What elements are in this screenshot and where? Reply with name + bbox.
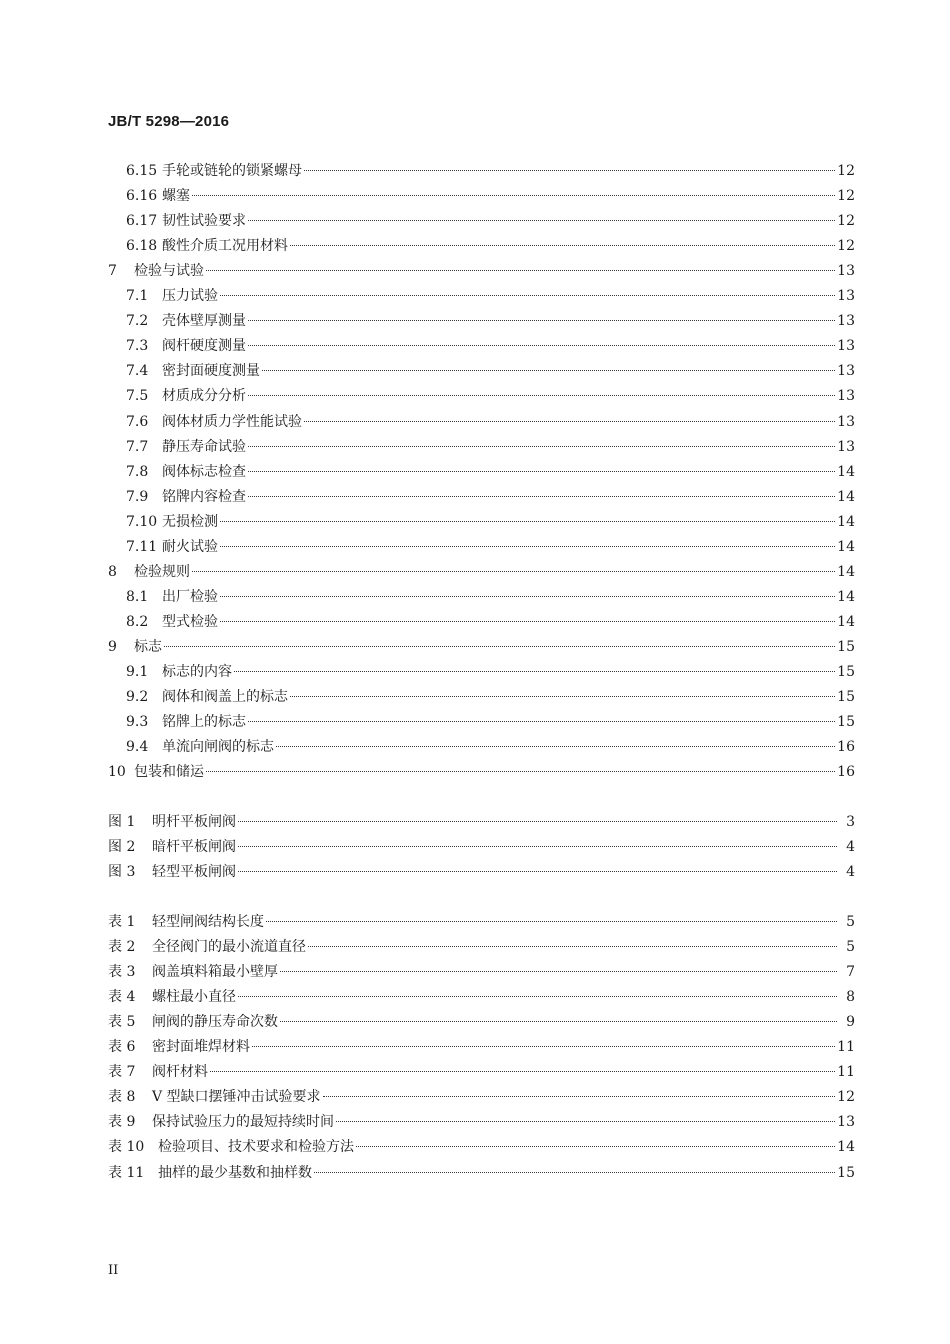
toc-entry-page: 16 (837, 764, 855, 780)
toc-entry-page: 14 (837, 489, 855, 505)
toc-entry-page: 12 (837, 238, 855, 254)
toc-entry-number: 7.7 (126, 439, 149, 455)
toc-entry-title: 包装和储运 (134, 764, 204, 780)
toc-entry[interactable] (126, 310, 855, 332)
toc-entry[interactable] (126, 436, 855, 458)
dot-leader (290, 696, 835, 697)
toc-entry-title: 酸性介质工况用材料 (162, 238, 288, 254)
toc-figure-entry[interactable] (108, 811, 855, 833)
toc-entry-number: 9.2 (126, 689, 149, 705)
toc-table-entry[interactable] (108, 1111, 855, 1133)
dot-leader (238, 846, 837, 847)
toc-entry-number: 6.18 (126, 238, 158, 254)
toc-table-entry[interactable] (108, 936, 855, 958)
toc-entry-number: 表 3 (108, 964, 136, 980)
dot-leader (336, 1121, 835, 1122)
dot-leader (192, 571, 835, 572)
dot-leader (164, 646, 835, 647)
toc-entry-page: 12 (837, 213, 855, 229)
toc-entry-title: 无损检测 (162, 514, 218, 530)
toc-entry-page: 14 (837, 464, 855, 480)
toc-entry-page: 11 (837, 1064, 855, 1080)
toc-entry-number: 7.6 (126, 414, 149, 430)
toc-entry-number: 8.2 (126, 614, 149, 630)
toc-entry-title: 阀盖填料箱最小壁厚 (152, 964, 278, 980)
dot-leader (206, 270, 835, 271)
toc-entry-page: 15 (837, 664, 855, 680)
toc-table-entry[interactable] (108, 1162, 855, 1184)
dot-leader (276, 746, 835, 747)
toc-entry-number: 7.5 (126, 388, 149, 404)
dot-leader (210, 1071, 835, 1072)
toc-table-entry[interactable] (108, 961, 855, 983)
toc-entry-number: 表 1 (108, 914, 136, 930)
dot-leader (220, 596, 835, 597)
toc-entry[interactable] (126, 461, 855, 483)
toc-table-entry[interactable] (108, 1011, 855, 1033)
toc-entry-title: 压力试验 (162, 288, 218, 304)
toc-entry[interactable] (126, 686, 855, 708)
toc-entry-page: 12 (837, 188, 855, 204)
dot-leader (248, 721, 835, 722)
toc-entry-number: 7 (108, 263, 117, 279)
dot-leader (248, 496, 835, 497)
toc-entry-page: 13 (837, 1114, 855, 1130)
toc-entry[interactable] (108, 260, 855, 282)
toc-entry-title: 检验规则 (134, 564, 190, 580)
toc-entry[interactable] (126, 736, 855, 758)
toc-entry[interactable] (126, 285, 855, 307)
toc-entry[interactable] (126, 335, 855, 357)
toc-entry-page: 15 (837, 689, 855, 705)
toc-entry[interactable] (126, 385, 855, 407)
dot-leader (220, 546, 835, 547)
toc-entry-title: 阀杆材料 (152, 1064, 208, 1080)
toc-table-entry[interactable] (108, 911, 855, 933)
toc-entry-page: 14 (837, 564, 855, 580)
toc-entry-number: 6.16 (126, 188, 158, 204)
toc-entry-page: 12 (837, 1089, 855, 1105)
toc-entry-page: 13 (837, 388, 855, 404)
toc-entry-page: 11 (837, 1039, 855, 1055)
toc-entry[interactable] (126, 160, 855, 182)
toc-entry-title: 标志 (134, 639, 162, 655)
toc-entry[interactable] (108, 561, 855, 583)
toc-entry-title: 单流向闸阀的标志 (162, 739, 274, 755)
toc-entry-number: 表 4 (108, 989, 136, 1005)
toc-entry-title: 阀体材质力学性能试验 (162, 414, 302, 430)
toc-entry[interactable] (126, 360, 855, 382)
dot-leader (206, 771, 835, 772)
toc-entry-number: 7.11 (126, 539, 158, 555)
toc-entry-title: 螺塞 (162, 188, 190, 204)
dot-leader (192, 195, 835, 196)
dot-leader (238, 996, 837, 997)
toc-entry-page: 15 (837, 714, 855, 730)
toc-entry-number: 6.17 (126, 213, 158, 229)
dot-leader (266, 921, 837, 922)
toc-entry-page: 14 (837, 589, 855, 605)
dot-leader (323, 1096, 836, 1097)
toc-table-entry[interactable] (108, 986, 855, 1008)
dot-leader (238, 871, 837, 872)
toc-entry-title: 密封面堆焊材料 (152, 1039, 250, 1055)
toc-entry-page: 13 (837, 338, 855, 354)
toc-entry-number: 8.1 (126, 589, 149, 605)
dot-leader (280, 1021, 837, 1022)
toc-entry-number: 10 (108, 764, 126, 780)
toc-entry-number: 7.1 (126, 288, 149, 304)
dot-leader (290, 245, 835, 246)
toc-entry[interactable] (126, 511, 855, 533)
toc-entry-page: 13 (837, 288, 855, 304)
toc-entry-title: 材质成分分析 (162, 388, 246, 404)
toc-entry-title: 阀体标志检查 (162, 464, 246, 480)
toc-entry-number: 9.1 (126, 664, 149, 680)
toc-entry[interactable] (126, 210, 855, 232)
page-number: II (108, 1263, 119, 1278)
toc-entry-page: 15 (837, 639, 855, 655)
dot-leader (314, 1172, 835, 1173)
toc-entry-page: 13 (837, 414, 855, 430)
toc-entry-title: 出厂检验 (162, 589, 218, 605)
toc-entry-title: 轻型平板闸阀 (152, 864, 236, 880)
toc-entry-title: 明杆平板闸阀 (152, 814, 236, 830)
toc-entry-number: 6.15 (126, 163, 158, 179)
toc-table-entry[interactable] (108, 1061, 855, 1083)
toc-entry-title: 铭牌上的标志 (162, 714, 246, 730)
toc-entry-page: 14 (837, 514, 855, 530)
toc-entry-number: 9.3 (126, 714, 149, 730)
toc-entry-title: V 型缺口摆锤冲击试验要求 (152, 1089, 321, 1105)
dot-leader (248, 345, 835, 346)
toc-entry-number: 图 3 (108, 864, 136, 880)
toc-entry-page: 4 (846, 839, 855, 855)
toc-entry[interactable] (126, 661, 855, 683)
dot-leader (356, 1146, 835, 1147)
toc-entry-number: 表 5 (108, 1014, 136, 1030)
toc-entry-title: 全径阀门的最小流道直径 (152, 939, 306, 955)
toc-entry-title: 阀体和阀盖上的标志 (162, 689, 288, 705)
toc-entry-number: 7.2 (126, 313, 149, 329)
toc-entry-number: 7.8 (126, 464, 149, 480)
dot-leader (220, 621, 835, 622)
toc-entry-page: 4 (846, 864, 855, 880)
toc-entry[interactable] (126, 411, 855, 433)
dot-leader (262, 370, 835, 371)
toc-entry-title: 轻型闸阀结构长度 (152, 914, 264, 930)
toc-entry-page: 12 (837, 163, 855, 179)
toc-entry-number: 表 6 (108, 1039, 136, 1055)
toc-entry-page: 16 (837, 739, 855, 755)
toc-entry-page: 15 (837, 1165, 855, 1181)
toc-entry-title: 检验与试验 (134, 263, 204, 279)
dot-leader (234, 671, 835, 672)
toc-table-entry[interactable] (108, 1036, 855, 1058)
document-code: JB/T 5298—2016 (108, 113, 230, 130)
toc-entry-page: 13 (837, 439, 855, 455)
toc-entry-number: 9 (108, 639, 117, 655)
dot-leader (304, 421, 835, 422)
toc-entry-number: 表 9 (108, 1114, 136, 1130)
toc-entry[interactable] (126, 486, 855, 508)
toc-figure-entry[interactable] (108, 861, 855, 883)
dot-leader (238, 821, 837, 822)
toc-entry-page: 5 (846, 914, 855, 930)
toc-entry-title: 保持试验压力的最短持续时间 (152, 1114, 334, 1130)
toc-entry-title: 耐火试验 (162, 539, 218, 555)
toc-entry-number: 表 10 (108, 1139, 145, 1155)
toc-entry-title: 螺柱最小直径 (152, 989, 236, 1005)
toc-entry-number: 表 7 (108, 1064, 136, 1080)
toc-entry-number: 图 1 (108, 814, 136, 830)
toc-entry-title: 阀杆硬度测量 (162, 338, 246, 354)
dot-leader (248, 471, 835, 472)
toc-table-entry[interactable] (108, 1086, 855, 1108)
toc-entry[interactable] (126, 711, 855, 733)
toc-entry-page: 7 (846, 964, 855, 980)
toc-entry-number: 表 2 (108, 939, 136, 955)
toc-entry[interactable] (126, 586, 855, 608)
toc-entry-number: 表 11 (108, 1165, 145, 1181)
toc-entry[interactable] (126, 536, 855, 558)
toc-entry-page: 3 (846, 814, 855, 830)
dot-leader (248, 395, 835, 396)
toc-entry-number: 9.4 (126, 739, 149, 755)
toc-entry-page: 14 (837, 539, 855, 555)
toc-entry-number: 7.9 (126, 489, 149, 505)
toc-entry-title: 铭牌内容检查 (162, 489, 246, 505)
dot-leader (248, 320, 835, 321)
toc-entry-page: 13 (837, 313, 855, 329)
toc-entry-page: 8 (846, 989, 855, 1005)
toc-entry-page: 13 (837, 263, 855, 279)
toc-entry-title: 暗杆平板闸阀 (152, 839, 236, 855)
toc-entry-title: 抽样的最少基数和抽样数 (158, 1165, 312, 1181)
dot-leader (280, 971, 837, 972)
toc-entry-title: 密封面硬度测量 (162, 363, 260, 379)
dot-leader (248, 220, 835, 221)
toc-entry-number: 表 8 (108, 1089, 136, 1105)
toc-entry[interactable] (126, 185, 855, 207)
dot-leader (220, 521, 835, 522)
toc-entry-title: 标志的内容 (162, 664, 232, 680)
toc-entry[interactable] (108, 636, 855, 658)
toc-entry[interactable] (126, 611, 855, 633)
toc-entry[interactable] (126, 235, 855, 257)
toc-entry-title: 手轮或链轮的锁紧螺母 (162, 163, 302, 179)
dot-leader (248, 446, 835, 447)
toc-table-entry[interactable] (108, 1136, 855, 1158)
toc-entry-number: 图 2 (108, 839, 136, 855)
toc-entry-number: 7.4 (126, 363, 149, 379)
toc-entry-page: 9 (846, 1014, 855, 1030)
toc-entry-number: 8 (108, 564, 117, 580)
toc-entry-title: 型式检验 (162, 614, 218, 630)
toc-figure-entry[interactable] (108, 836, 855, 858)
toc-entry-title: 静压寿命试验 (162, 439, 246, 455)
dot-leader (220, 295, 835, 296)
toc-entry-number: 7.3 (126, 338, 149, 354)
toc-entry-page: 13 (837, 363, 855, 379)
toc-entry-title: 韧性试验要求 (162, 213, 246, 229)
toc-entry-title: 检验项目、技术要求和检验方法 (158, 1139, 354, 1155)
toc-entry-number: 7.10 (126, 514, 158, 530)
dot-leader (308, 946, 837, 947)
toc-entry-page: 14 (837, 1139, 855, 1155)
toc-entry[interactable] (108, 761, 855, 783)
toc-entry-page: 14 (837, 614, 855, 630)
dot-leader (252, 1046, 835, 1047)
toc-entry-page: 5 (846, 939, 855, 955)
toc-entry-title: 壳体壁厚测量 (162, 313, 246, 329)
dot-leader (304, 170, 835, 171)
toc-entry-title: 闸阀的静压寿命次数 (152, 1014, 278, 1030)
